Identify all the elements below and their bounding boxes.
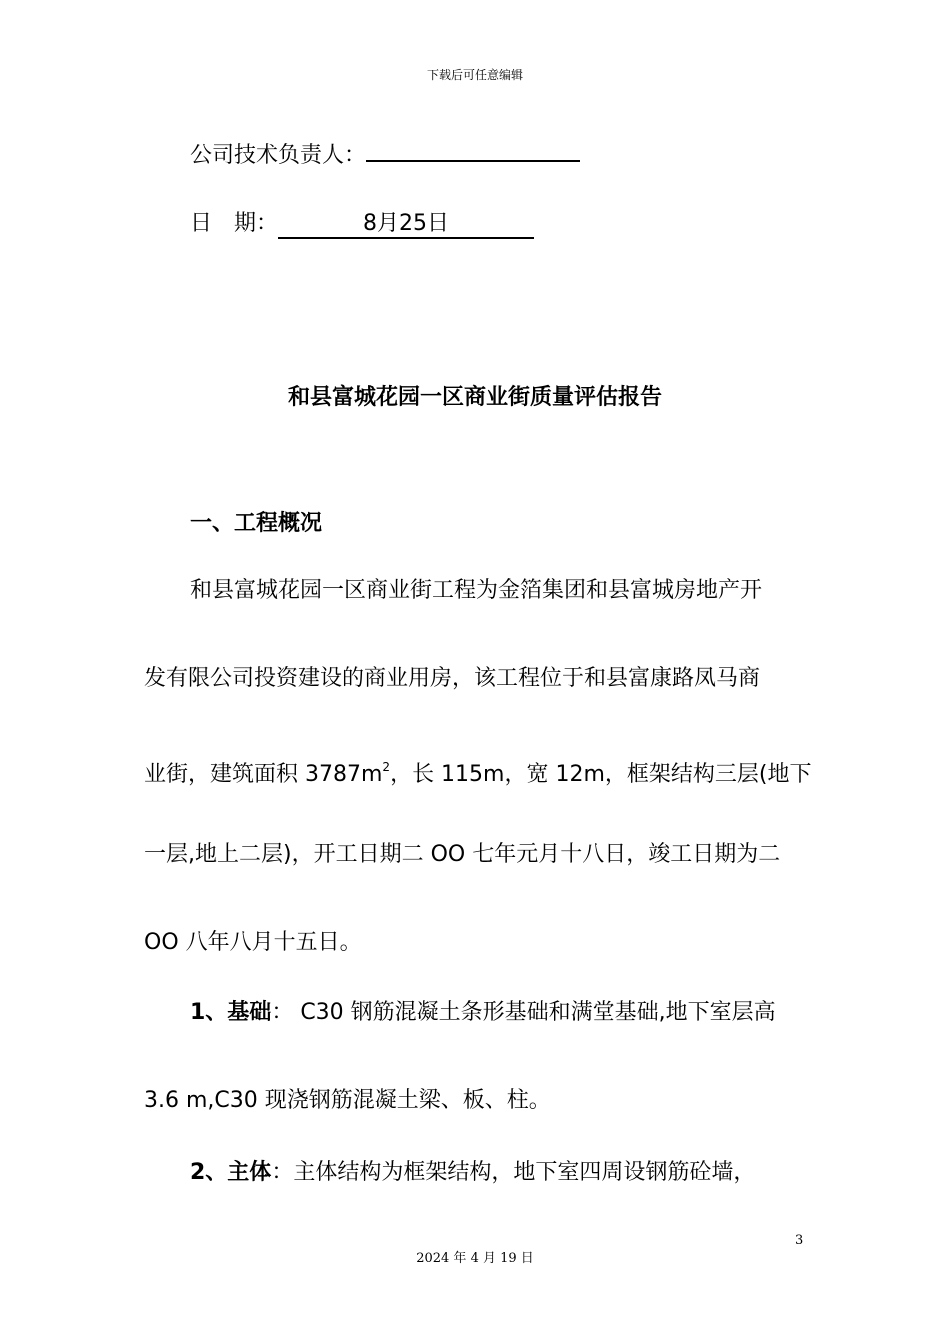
structure-paragraph-line	[190, 1158, 755, 1188]
footer-date: 2024 年 4 月 19 日	[416, 1251, 534, 1266]
date-row	[190, 209, 534, 239]
document-title: 和县富城花园一区商业街质量评估报告	[287, 385, 662, 410]
page-number: 3	[795, 1233, 804, 1248]
foundation-paragraph-line	[190, 998, 776, 1028]
paragraph-line: 3.6 m,C30 现浇钢筋混凝土梁、板、柱。	[144, 1088, 551, 1113]
paragraph-line: OO 八年八月十五日。	[144, 930, 362, 955]
paragraph-line: 和县富城花园一区商业街工程为金箔集团和县富城房地产开	[190, 578, 763, 603]
tech-lead-signature-row	[190, 136, 580, 171]
date-label: 日 期：	[190, 211, 279, 236]
paragraph-text: 业街，建筑面积 3787m	[144, 762, 383, 787]
paragraph-line: 一层,地上二层)，开工日期二 OO 七年元月十八日，竣工日期为二	[144, 842, 781, 867]
section-heading-overview: 一、工程概况	[190, 511, 323, 536]
paragraph-text: 主体结构为框架结构，地下室四周设钢筋砼墙，	[293, 1160, 756, 1185]
structure-colon: ：	[271, 1160, 294, 1185]
superscript-exponent: 2	[382, 760, 391, 774]
paragraph-line	[144, 752, 811, 790]
paragraph-text: ，长 115m，宽 12m，框架结构三层(地下	[390, 762, 812, 787]
foundation-colon: ：	[271, 1000, 294, 1025]
tech-lead-signature-blank	[366, 136, 580, 162]
paragraph-text: C30 钢筋混凝土条形基础和满堂基础,地下室层高	[293, 1000, 776, 1025]
tech-lead-label: 公司技术负责人：	[190, 143, 367, 168]
foundation-label: 1、基础	[190, 1000, 272, 1025]
date-value: 8月25日	[278, 211, 534, 239]
structure-label: 2、主体	[190, 1160, 272, 1185]
paragraph-line: 发有限公司投资建设的商业用房，该工程位于和县富康路凤马商	[144, 666, 761, 691]
header-note: 下载后可任意编辑	[426, 68, 523, 82]
